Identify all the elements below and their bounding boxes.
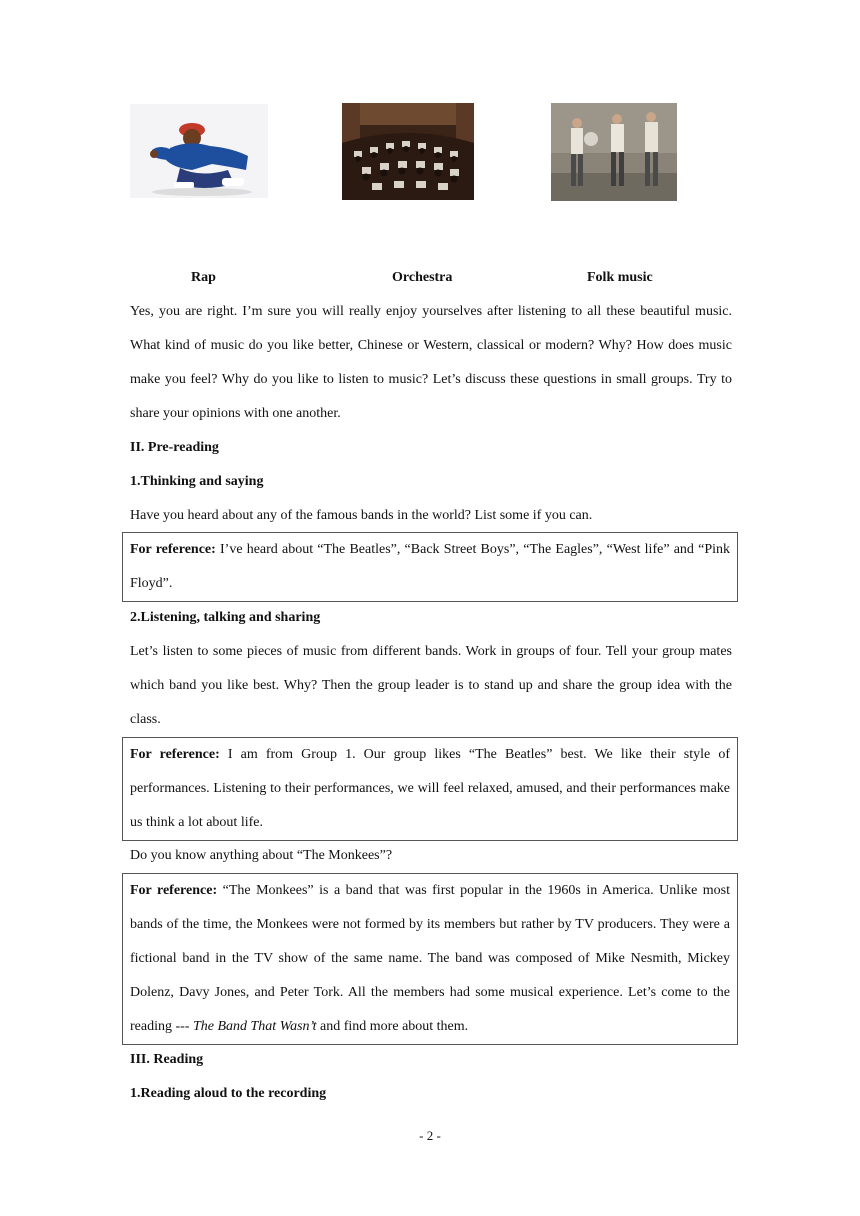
section-heading-reading: III. Reading [130,1052,204,1067]
monkees-question: Do you know anything about “The Monkees”? [130,848,393,863]
intro-paragraph: Yes, you are right. I’m sure you will really enjoy yourselves after listening to all these beautiful music. What kind of music do you like better, Chinese or Western, classical or modern? Why? How does music make you feel? Why do you like to listen to music? Let’s discuss these questions in small groups. Try to share your opinions with one another. [130,304,732,421]
orchestra-photo [342,103,474,200]
monkees-question-block [130,839,732,873]
page-number: - 2 - [419,1128,441,1143]
listening-section [130,601,732,737]
reference-box-1 [122,532,738,602]
reading-section [130,1043,732,1111]
folk-music-photo [551,103,677,201]
subheading-listening-talking-sharing: 2.Listening, talking and sharing [130,610,321,625]
listening-paragraph: Let’s listen to some pieces of music from different bands. Work in groups of four. Tell your group mates which band you like best. Why? Then the group leader is to stand up and share the group idea with the class. [130,644,732,727]
bands-question: Have you heard about any of the famous bands in the world? List some if you can. [130,508,593,523]
subheading-reading-aloud: 1.Reading aloud to the recording [130,1086,327,1101]
reference-tail: and find more about them. [316,1019,469,1034]
subheading-thinking-saying: 1.Thinking and saying [130,474,264,489]
reference-box-2 [122,737,738,841]
section-heading-pre-reading: II. Pre-reading [130,440,219,455]
caption-rap: Rap [191,270,216,285]
reading-title: The Band That Wasn’t [192,1019,317,1034]
reference-text: I’ve heard about “The Beatles”, “Back Street Boys”, “The Eagles”, “West life” and “Pink Floyd”. [130,542,731,591]
reference-text: “The Monkees” is a band that was first popular in the 1960s in America. Unlike most bands of the time, the Monkees were not formed by its members but rather by TV producers. They were a fictional band in the TV show of the same name. The band was composed of Mike Nesmith, Mickey Dolenz, Davy Jones, and Peter Tork. All the members had some musical experience. Let’s come to the reading --- [130,883,731,1034]
reference-label: For reference: [130,747,220,762]
intro-section [130,295,732,533]
reference-label: For reference: [130,542,216,557]
reference-label: For reference: [130,883,218,898]
rap-photo [130,104,268,198]
reference-box-3 [122,873,738,1045]
caption-orchestra: Orchestra [392,270,453,285]
caption-folk-music: Folk music [587,270,653,285]
reference-text: I am from Group 1. Our group likes “The Beatles” best. We like their style of performances. Listening to their performances, we will feel relaxed, amused, and their performances make us think a lot about life. [130,747,730,830]
